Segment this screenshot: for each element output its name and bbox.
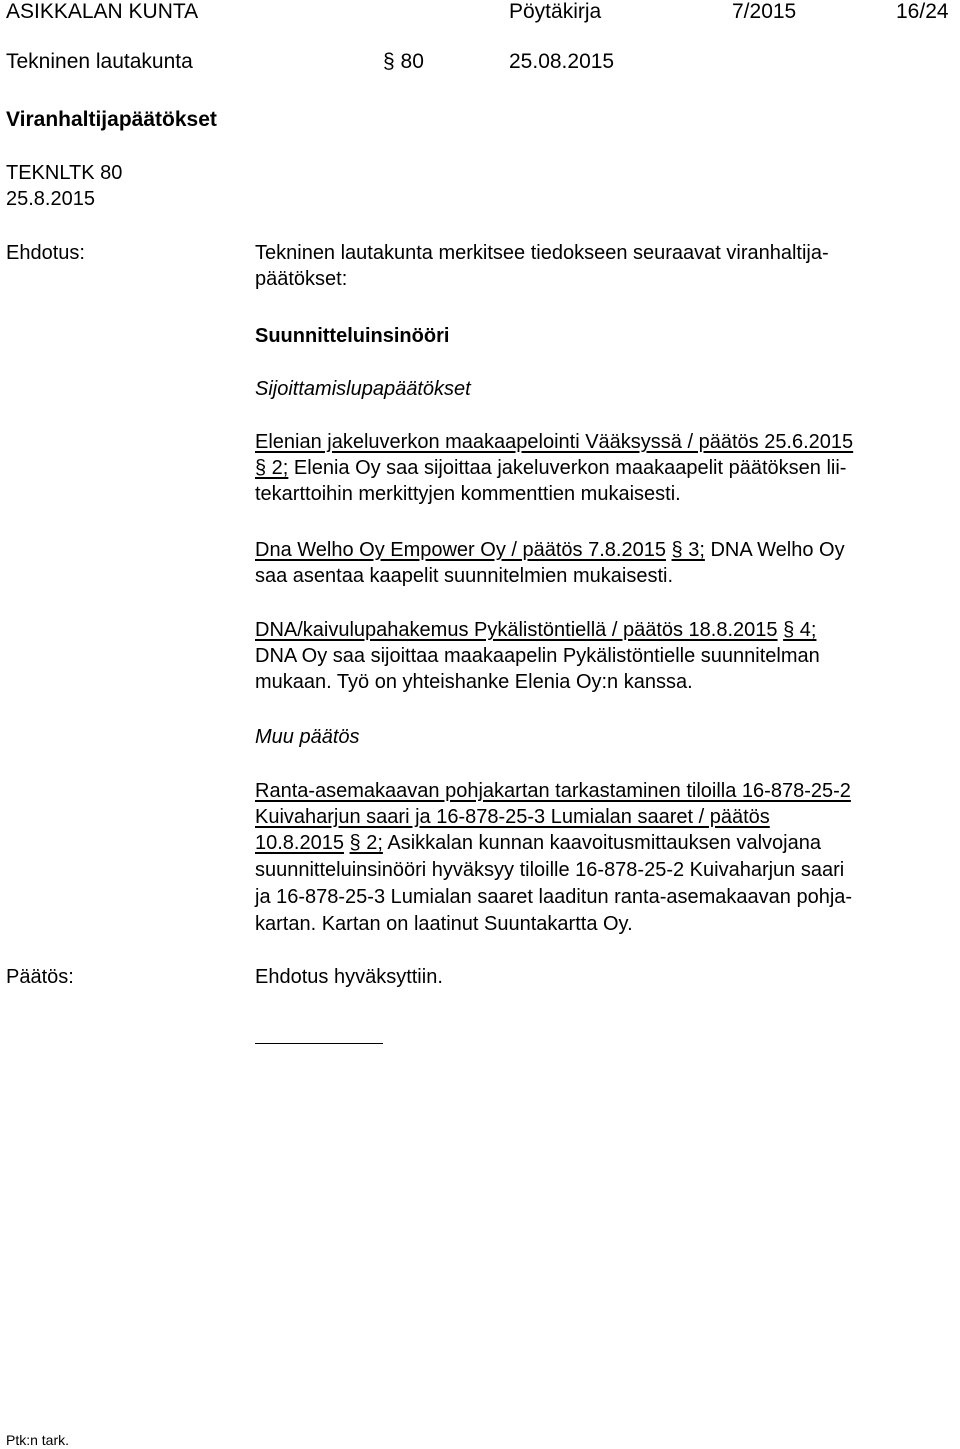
proposal-intro-cont: päätökset:	[255, 268, 348, 290]
decision-text-cont: saa asentaa kaapelit suunnitelmien mukaisesti.	[255, 565, 674, 587]
decision-text-cont: mukaan. Työ on yhteishanke Elenia Oy:n kanssa.	[255, 671, 693, 693]
section-reference-link[interactable]: § 4;	[783, 619, 817, 641]
section-reference-link[interactable]: § 2;	[255, 457, 289, 479]
section-reference: TEKNLTK 80	[6, 162, 123, 184]
decision-link-cont[interactable]: Kuivaharjun saari ja 16-878-25-3 Lumialan saaret / päätös	[255, 806, 770, 828]
decision-result: Ehdotus hyväksyttiin.	[255, 966, 443, 988]
section-reference-link[interactable]: § 2;	[349, 832, 383, 854]
doc-number: 7/2015	[732, 0, 797, 23]
doc-type: Pöytäkirja	[509, 0, 602, 23]
decision-link-cont[interactable]: 10.8.2015	[255, 832, 344, 854]
decision-link[interactable]: DNA/kaivulupahakemus Pykälistöntiellä / päätös 18.8.2015	[255, 619, 778, 641]
decision-text-part: Elenia Oy saa sijoittaa jakeluverkon maakaapelit päätöksen lii-	[288, 457, 847, 479]
proposal-label: Ehdotus:	[6, 242, 85, 264]
section-reference-date: 25.8.2015	[6, 188, 95, 210]
category-heading: Sijoittamislupapäätökset	[255, 378, 471, 400]
proposal-intro: Tekninen lautakunta merkitsee tiedokseen seuraavat viranhaltija-	[255, 242, 829, 264]
section-title: Viranhaltijapäätökset	[6, 108, 217, 131]
meeting-date: 25.08.2015	[509, 50, 615, 73]
decision-text	[255, 617, 816, 643]
org-name: ASIKKALAN KUNTA	[6, 0, 199, 23]
decision-text-cont: ja 16-878-25-3 Lumialan saaret laaditun ranta-asemakaavan pohja-	[255, 886, 853, 908]
decision-link[interactable]: Ranta-asemakaavan pohjakartan tarkastaminen tiloilla 16-878-25-2	[255, 780, 851, 802]
decision-text-cont: kartan. Kartan on laatinut Suuntakartta Oy.	[255, 913, 633, 935]
decision-text-part: Asikkalan kunnan kaavoitusmittauksen valvojana	[382, 832, 821, 854]
decision-link[interactable]: Elenian jakeluverkon maakaapelointi Vääksyssä / päätös 25.6.2015	[255, 431, 854, 453]
page-number: 16/24	[896, 0, 949, 23]
decision-text-part: DNA Welho Oy	[704, 539, 845, 561]
decision-label: Päätös:	[6, 966, 74, 988]
decision-text-cont: DNA Oy saa sijoittaa maakaapelin Pykälistöntielle suunnitelman	[255, 645, 820, 667]
official-title: Suunnitteluinsinööri	[255, 325, 450, 347]
item-number	[383, 50, 424, 74]
decision-text	[255, 455, 846, 481]
item-number-value: 80	[400, 50, 424, 73]
decision-text	[255, 830, 821, 856]
decision-text-cont: tekarttoihin merkittyjen kommenttien mukaisesti.	[255, 483, 681, 505]
decision-text-cont: suunnitteluinsinööri hyväksyy tiloille 16-878-25-2 Kuivaharjun saari	[255, 859, 845, 881]
minutes-check-label: Ptk:n tark.	[6, 1432, 70, 1448]
closing-rule	[255, 1043, 383, 1044]
committee-name: Tekninen lautakunta	[6, 50, 193, 73]
category-heading: Muu päätös	[255, 726, 360, 748]
section-sign-icon: §	[383, 50, 395, 73]
section-reference-link[interactable]: § 3;	[671, 539, 705, 561]
decision-text	[255, 537, 845, 563]
decision-link[interactable]: Dna Welho Oy Empower Oy / päätös 7.8.2015	[255, 539, 666, 561]
